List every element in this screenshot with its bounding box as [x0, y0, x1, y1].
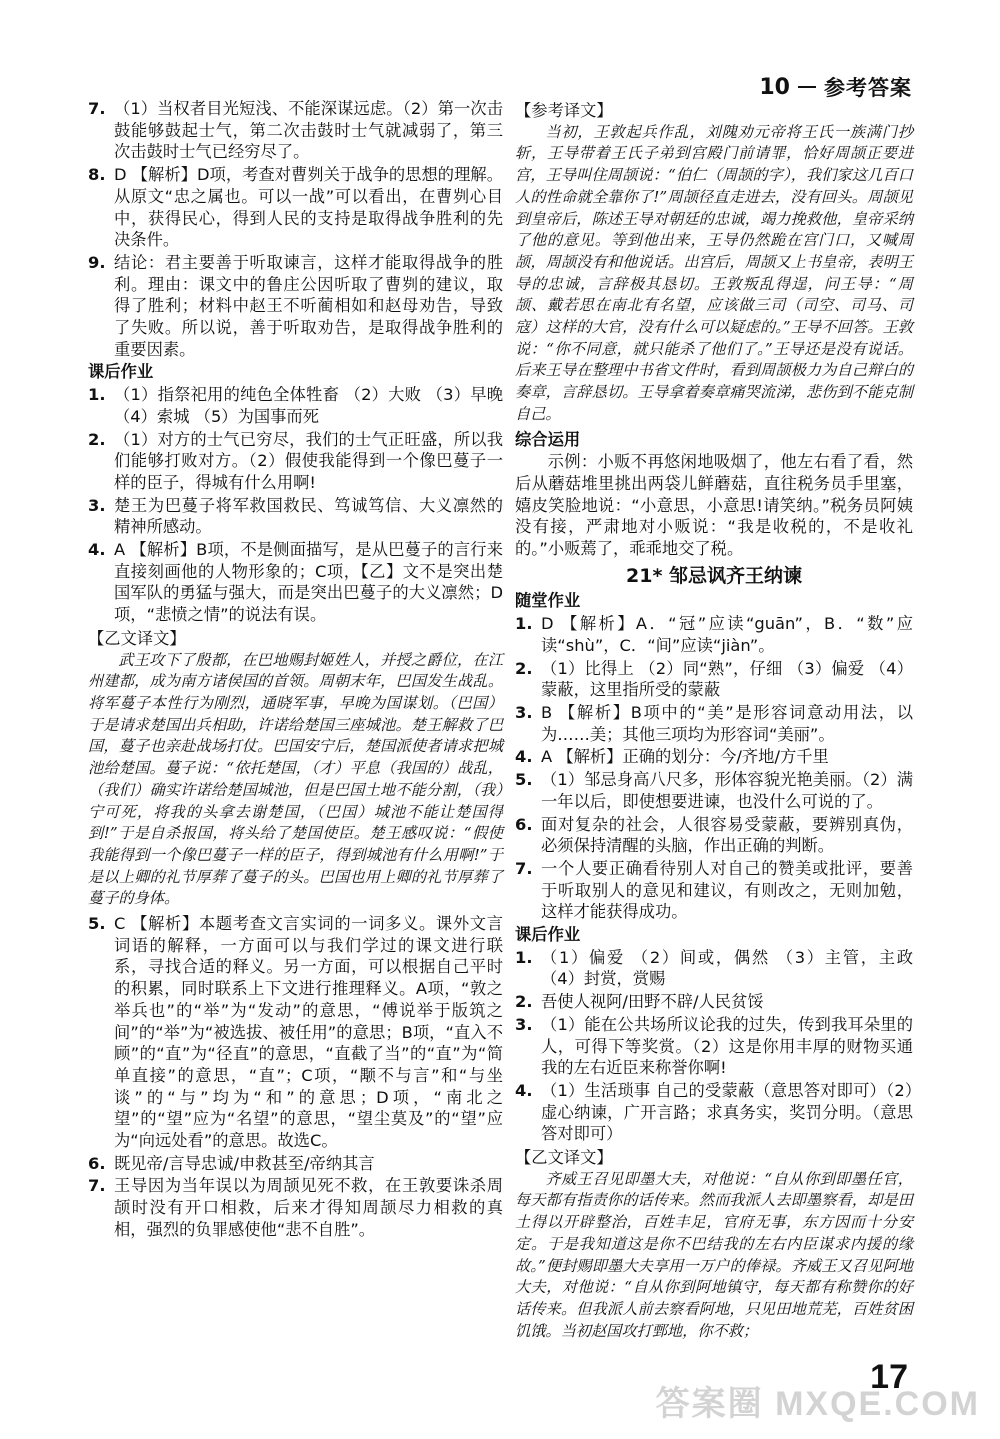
page-number: 17 — [870, 1358, 908, 1396]
item-text: 王导因为当年误以为周颉见死不救，在王敦要诛杀周颉时没有开口相救，后来才得知周颉尽力相救的真相，强烈的负罪感使他“悲不自胜”。 — [114, 1176, 503, 1239]
answer-item — [515, 613, 913, 656]
lesson-title: 21* 邹忌讽齐王纳谏 — [626, 564, 802, 587]
answer-item — [515, 658, 913, 701]
item-number: 1. — [88, 385, 106, 405]
header-title: 参考答案 — [824, 76, 912, 100]
answer-item — [515, 814, 913, 857]
header-divider — [798, 86, 816, 88]
item-number: 3. — [515, 702, 533, 722]
answer-item — [515, 1014, 913, 1079]
item-text: （1）比得上 （2）同“熟”，仔细 （3）偏爱 （4）蒙蔽，这里指所受的蒙蔽 — [541, 658, 913, 700]
item-number: 2. — [88, 429, 106, 449]
item-text: （1）能在公共场所议论我的过失，传到我耳朵里的人，可得下等奖赏。（2）这是你用丰厚的财物买通我的左右近臣来称誉你啊! — [541, 1014, 913, 1078]
item-number: 4. — [515, 1080, 533, 1100]
example-text: 示例：小贩不再悠闲地吸烟了，他左右看了看，然后从蘑菇堆里挑出两袋儿鲜蘑菇，直往税务员手里塞，嬉皮笑脸地说：“小意思，小意思!请笑纳。”税务员阿姨没有接，严肃地对小贩说：“我是收税的，不是收礼的。”小贩蔫了，乖乖地交了税。 — [515, 452, 913, 559]
item-number: 3. — [515, 1014, 533, 1034]
item-text: C 【解析】本题考查文言实词的一词多义。课外文言词语的解释，一方面可以与我们学过的课文进行联系，寻找合适的释义。另一方面，可以根据自己平时的积累，同时联系上下文进行推理释义。A项，“敦之举兵也”的“举”为“发动”的意思，“傅说举于版筑之间”的“举”为“被选拔、被任用”的意思；B项，“直入不顾”的“直”为“径直”的意思，“直截了当”的“直”为“简单直接”的意思，“直”；C项，“颙不与言”和“与坐谈”的“与”均为“和”的意思；D项，“南北之望”的“望”应为“名望”的意思，“望尘莫及”的“望”应为“向远处看”的意思。故选C。 — [114, 914, 503, 1151]
right-column — [515, 98, 913, 1345]
item-number: 4. — [88, 540, 106, 560]
item-text: D 【解析】A．“冠”应读“guān”，B．“数”应读“shù”，C．“间”应读“jiàn”。 — [541, 614, 913, 655]
section-heading: 课后作业 — [515, 925, 581, 945]
item-text: B 【解析】B项中的“美”是形容词意动用法，以为……美；其他三项均为形容词“美丽”。 — [541, 702, 913, 744]
answer-item — [515, 991, 913, 1013]
header-logo-mark: 10 — [759, 74, 790, 100]
translation-text: 武王攻下了殷都，在巴地赐封姬姓人，并授之爵位，在江州建都，成为南方诸侯国的首领。周朝末年，巴国发生战乱。将军蔓子本性行为刚烈，通晓军事，早晚为国谋划。（巴国）于是请求楚国出兵相助，许诺给楚国三座城池。楚王解救了巴国，蔓子也亲赴战场打仗。巴国安宁后，楚国派使者请求把城池给楚国。蔓子说：“依托楚国，（才）平息（我国的）战乱，（我们）确实许诺给楚国城池，但是巴国土地不能分割，（我）宁可死，将我的头拿去谢楚国，（巴国）城池不能让楚国得到!”于是自杀报国，将头给了楚国使臣。楚王感叹说：“假使我能得到一个像巴蔓子一样的臣子，得到城池有什么用啊!”于是以上卿的礼节厚葬了蔓子的头。巴国也用上卿的礼节厚葬了蔓子的身体。 — [88, 650, 503, 908]
item-number: 1. — [515, 614, 533, 634]
answer-item — [88, 539, 503, 626]
item-text: （1）生活琐事 自己的受蒙蔽（意思答对即可）（2）虚心纳谏，广开言路；求真务实，奖罚分明。（意思答对即可） — [541, 1080, 913, 1144]
item-number: 7. — [515, 858, 533, 878]
item-text: （1）指祭祀用的纯色全体牲畜 （2）大败 （3）早晚 （4）索城 （5）为国事而死 — [114, 385, 503, 426]
translation-title: 【乙文译文】 — [88, 628, 186, 648]
answer-item — [88, 495, 503, 538]
item-number: 5. — [515, 770, 533, 790]
item-number: 2. — [515, 992, 533, 1012]
item-number: 7. — [88, 1176, 106, 1196]
item-number: 5. — [88, 914, 106, 934]
item-text: 吾使人视阿/田野不辟/人民贫馁 — [541, 992, 764, 1012]
answer-item — [88, 1153, 503, 1175]
translation-block — [515, 1147, 913, 1342]
watermark-logo: 答案圈 MXQE.COM — [655, 1385, 980, 1423]
translation-block — [88, 628, 503, 910]
left-column — [88, 98, 503, 1242]
reference-translation-title: 【参考译文】 — [515, 101, 613, 120]
answer-item — [88, 913, 503, 1152]
item-text: 楚王为巴蔓子将军救国救民、笃诚笃信、大义凛然的精神所感动。 — [114, 495, 503, 537]
answer-item — [515, 947, 913, 990]
answer-item — [515, 702, 913, 745]
answer-item — [515, 769, 913, 812]
item-number: 2. — [515, 658, 533, 678]
section-heading: 课后作业 — [88, 362, 154, 382]
item-text: D 【解析】D项，考查对曹刿关于战争的思想的理解。从原文“忠之属也。可以一战”可以看出，在曹刿心目中，获得民心，得到人民的支持是取得战争胜利的先决条件。 — [114, 165, 503, 250]
answer-item — [88, 98, 503, 163]
item-text: 既见帝/言导忠诚/申救甚至/帝纳其言 — [114, 1153, 375, 1173]
item-text: （1）邹忌身高八尺多，形体容貌光艳美丽。（2）满一年以后，即使想要进谏，也没什么可说的了。 — [541, 770, 913, 811]
item-text: 结论：君主要善于听取谏言，这样才能取得战争的胜利。理由：课文中的鲁庄公因听取了曹刿的建议，取得了胜利；材料中赵王不听蔺相如和赵母劝告，导致了失败。所以说，善于听取劝告，是取得战争胜利的重要因素。 — [114, 252, 503, 359]
answer-item — [515, 1080, 913, 1145]
item-text: （1）偏爱 （2）间或，偶然 （3）主管，主政 （4）封赏，赏赐 — [541, 947, 913, 989]
item-number: 6. — [515, 814, 533, 834]
item-number: 7. — [88, 99, 106, 118]
item-number: 6. — [88, 1153, 106, 1173]
answer-item — [515, 858, 913, 923]
item-number: 1. — [515, 947, 533, 967]
item-number: 9. — [88, 252, 106, 272]
translation-title: 【乙文译文】 — [515, 1148, 613, 1168]
item-number: 3. — [88, 495, 106, 515]
section-heading: 随堂作业 — [515, 591, 581, 611]
section-heading: 综合运用 — [515, 429, 581, 449]
translation-text: 齐威王召见即墨大夫，对他说：“自从你到即墨任官，每天都有指责你的话传来。然而我派人去即墨察看，却是田土得以开辟整治，百姓丰足，官府无事，东方因而十分安定。于是我知道这是你不巴结我的左右内臣谋求内援的缘故。”便封赐即墨大夫享用一万户的俸禄。齐威王又召见阿地大夫，对他说：“自从你到阿地镇守，每天都有称赞你的好话传来。但我派人前去察看阿地，只见田地荒芜，百姓贫困饥饿。当初赵国攻打鄄地，你不救； — [515, 1169, 913, 1340]
item-text: A 【解析】正确的划分：今/齐地/方千里 — [541, 747, 829, 767]
item-text: 一个人要正确看待别人对自己的赞美或批评，要善于听取别人的意见和建议，有则改之，无则加勉，这样才能获得成功。 — [541, 858, 913, 922]
item-number: 8. — [88, 165, 106, 185]
item-text: （1）对方的士气已穷尽，我们的士气正旺盛，所以我们能够打败对方。（2）假使我能得到一个像巴蔓子一样的臣子，得城有什么用啊! — [114, 429, 503, 492]
answer-item — [515, 746, 913, 768]
answer-item — [88, 164, 503, 251]
answer-item — [88, 1175, 503, 1240]
item-text: A 【解析】B项，不是侧面描写，是从巴蔓子的言行来直接刻画他的人物形象的；C项，【乙】文不是突出楚国军队的勇猛与强大，而是突出巴蔓子的大义凛然；D项，“悲愤之情”的说法有误。 — [114, 540, 503, 625]
item-text: 面对复杂的社会，人很容易受蒙蔽，要辨别真伪，必须保持清醒的头脑，作出正确的判断。 — [541, 814, 913, 856]
answer-item — [88, 384, 503, 427]
answer-item — [88, 252, 503, 361]
item-number: 4. — [515, 747, 533, 767]
reference-translation-text: 当初，王敦起兵作乱，刘隗劝元帝将王氏一族满门抄斩，王导带着王氏子弟到宫殿门前请罪，恰好周颉正要进宫，王导叫住周颉说：“伯仁（周颉的字），我们家这几百口人的性命就全靠你了!”周颉径直走进去，没有回头。周颉见到皇帝后，陈述王导对朝廷的忠诚，竭力挽救他，皇帝采纳了他的意见。等到他出来，王导仍然跪在宫门口，又喊周颉，周颉没有和他说话。出宫后，周颉又上书皇帝，表明王导的忠诚，言辞极其恳切。王敦叛乱得逞，问王导：“周颉、戴若思在南北有名望，应该做三司（司空、司马、司寇）这样的大官，没有什么可以疑虑的。”王导不回答。王敦说：“你不同意，就只能杀了他们了。”王导还是没有说话。后来王导在整理中书省文件时，看到周颉极力为自己辩白的奏章，言辞恳切。王导拿着奏章痛哭流涕，悲伤到不能克制自己。 — [515, 122, 913, 423]
reference-translation-block — [515, 100, 913, 426]
answer-item — [88, 429, 503, 494]
item-text: （1）当权者目光短浅、不能深谋远虑。（2）第一次击鼓能够鼓起士气，第二次击鼓时士气就减弱了，第三次击鼓时士气已经穷尽了。 — [114, 99, 503, 162]
